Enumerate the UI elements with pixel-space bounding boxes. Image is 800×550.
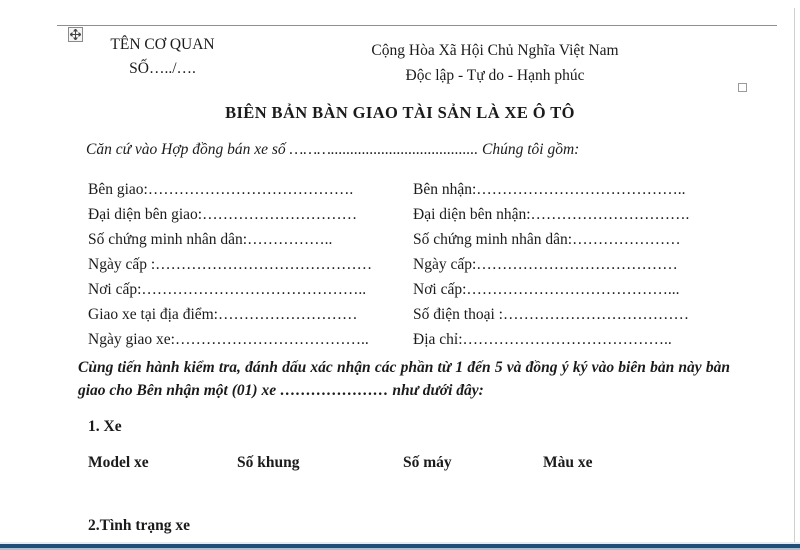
column-header-model: Model xe xyxy=(88,454,149,471)
national-motto-line2: Độc lập - Tự do - Hạnh phúc xyxy=(405,67,585,84)
receiver-name-line: Bên nhận:………………………………….. xyxy=(413,181,686,198)
handover-date-line: Ngày giao xe:……………………………….. xyxy=(88,331,369,348)
intro-line: Căn cứ vào Hợp đồng bán xe số ………...................................... Chúng tôi gồm: xyxy=(86,141,580,158)
giver-id-number-line: Số chứng minh nhân dân:…………….. xyxy=(88,231,333,248)
section-2-heading: 2.Tình trạng xe xyxy=(88,517,191,534)
window-bottom-edge-bar xyxy=(0,542,800,550)
giver-issue-place-line: Nơi cấp:…………………………………….. xyxy=(88,281,367,298)
vehicle-table-header-row xyxy=(88,454,748,472)
parties-section xyxy=(88,177,748,352)
org-name: TÊN CƠ QUAN xyxy=(110,36,215,53)
org-header-block xyxy=(90,33,235,81)
giver-name-line: Bên giao:…………………………………. xyxy=(88,181,354,198)
receiver-issue-date-line: Ngày cấp:………………………………… xyxy=(413,256,678,273)
column-header-engine-number: Số máy xyxy=(403,454,452,471)
document-title: BIÊN BẢN BÀN GIAO TÀI SẢN LÀ XE Ô TÔ xyxy=(225,103,575,122)
national-motto-line1: Cộng Hòa Xã Hội Chủ Nghĩa Việt Nam xyxy=(371,42,619,59)
section-1-heading: 1. Xe xyxy=(88,418,122,435)
handover-location-line: Giao xe tại địa điểm:……………………… xyxy=(88,306,358,323)
table-move-handle-icon[interactable] xyxy=(68,27,83,42)
receiver-address-line: Địa chỉ:………………………………….. xyxy=(413,331,672,348)
page-edge-line xyxy=(794,8,795,542)
anchor-square-icon xyxy=(738,83,747,92)
giver-representative-line: Đại diện bên giao:………………………… xyxy=(88,206,358,223)
national-header-block xyxy=(352,38,638,88)
agreement-paragraph: Cùng tiến hành kiểm tra, đánh dấu xác nhận các phần từ 1 đến 5 và đồng ý ký vào biên bản này bàn giao cho Bên nhận một (01) xe ………………… như dưới đây: xyxy=(78,359,730,399)
giver-column xyxy=(88,177,413,352)
receiver-column xyxy=(413,177,738,352)
column-header-chassis-number: Số khung xyxy=(237,454,300,471)
doc-number-line: SỐ…../…. xyxy=(129,60,196,77)
header-divider-line xyxy=(57,25,777,26)
receiver-representative-line: Đại diện bên nhận:…………………………. xyxy=(413,206,690,223)
giver-issue-date-line: Ngày cấp :…………………………………… xyxy=(88,256,373,273)
receiver-issue-place-line: Nơi cấp:…………………………………... xyxy=(413,281,680,298)
move-cross-glyph xyxy=(70,29,81,40)
receiver-phone-line: Số điện thoại :……………………………… xyxy=(413,306,689,323)
receiver-id-number-line: Số chứng minh nhân dân:………………… xyxy=(413,231,681,248)
column-header-color: Màu xe xyxy=(543,454,593,471)
